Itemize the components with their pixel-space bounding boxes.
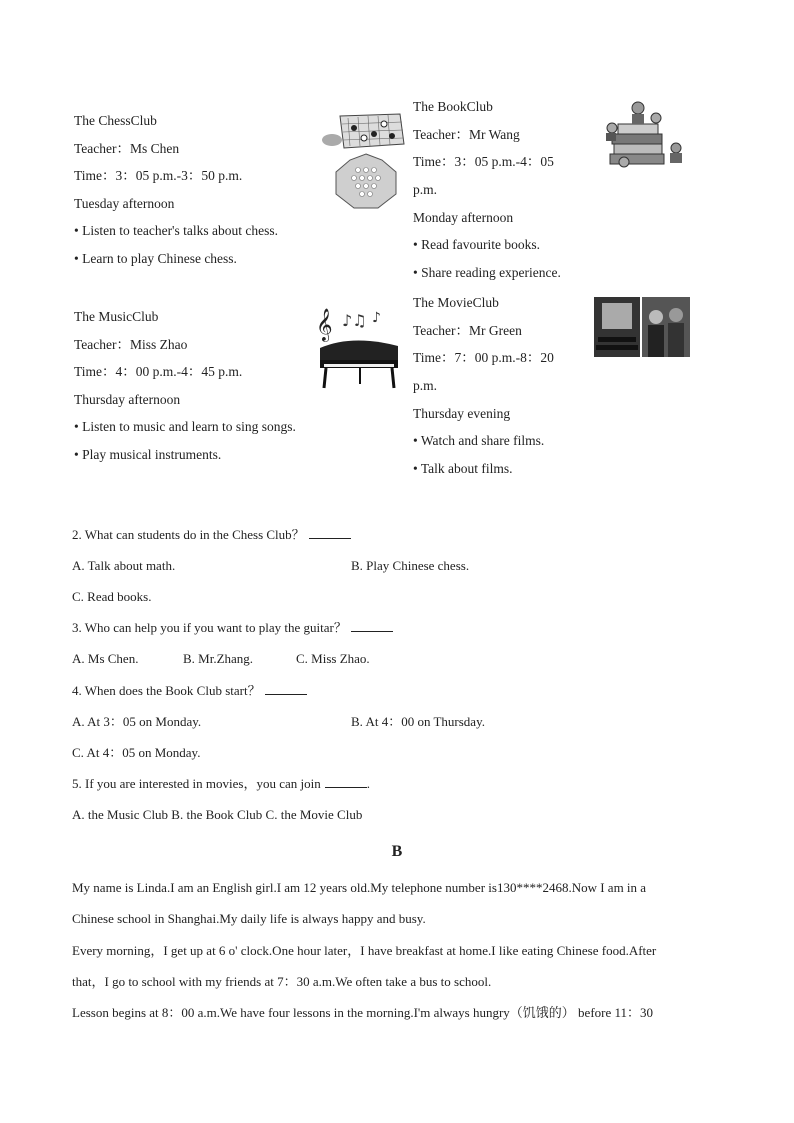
- question-2-stem: 2. What can students do in the Chess Club？: [72, 527, 305, 542]
- question-5-options: A. the Music Club B. the Book Club C. the Movie Club: [72, 807, 363, 822]
- chess-club-day: Tuesday afternoon: [74, 196, 175, 211]
- cinema-and-film-image: [594, 297, 690, 357]
- movie-club-activity: • Talk about films.: [413, 461, 513, 476]
- music-club-teacher: Teacher：Miss Zhao: [74, 337, 188, 352]
- passage-line: that，I go to school with my friends at 7：30 a.m.We often take a bus to school.: [72, 974, 492, 989]
- movie-club-title: The MovieClub: [413, 295, 499, 310]
- question-4: [72, 682, 307, 700]
- question-4-option-c: C. At 4：05 on Monday.: [72, 745, 201, 760]
- music-club-title: The MusicClub: [74, 309, 159, 324]
- answer-blank[interactable]: [265, 682, 307, 695]
- book-club-time: Time：3：05 p.m.-4：05: [413, 154, 554, 169]
- answer-blank[interactable]: [351, 619, 393, 632]
- movie-club-activity: • Watch and share films.: [413, 433, 545, 448]
- book-club-teacher: Teacher：Mr Wang: [413, 127, 520, 142]
- svg-text:♪♫: ♪♫: [342, 311, 367, 330]
- question-2-option-b: B. Play Chinese chess.: [351, 558, 470, 573]
- question-2-option-c: C. Read books.: [72, 589, 152, 604]
- piano-music-notes-image: [312, 304, 408, 392]
- question-4-option-a: A. At 3：05 on Monday.: [72, 714, 202, 729]
- question-5-stem: 5. If you are interested in movies，you can join: [72, 776, 321, 791]
- question-2-option-a: A. Talk about math.: [72, 558, 176, 573]
- music-club-activity: • Listen to music and learn to sing songs.: [74, 419, 296, 434]
- chess-club-activity: • Listen to teacher's talks about chess.: [74, 223, 278, 238]
- book-club-activity: • Share reading experience.: [413, 265, 561, 280]
- kids-on-books-image: [596, 98, 691, 178]
- question-3-option-a: A. Ms Chen.: [72, 651, 139, 666]
- movie-club-time-cont: p.m.: [413, 378, 438, 393]
- question-2: [72, 526, 351, 544]
- chess-club-activity: • Learn to play Chinese chess.: [74, 251, 237, 266]
- question-3-stem: 3. Who can help you if you want to play the guitar？: [72, 620, 347, 635]
- book-club-day: Monday afternoon: [413, 210, 514, 225]
- music-club-day: Thursday afternoon: [74, 392, 181, 407]
- passage-line: Lesson begins at 8：00 a.m.We have four lessons in the morning.I'm always hungry（饥饿的） before 11：30: [72, 1005, 654, 1020]
- passage-line: Chinese school in Shanghai.My daily life is always happy and busy.: [72, 911, 426, 926]
- chess-club-time: Time：3：05 p.m.-3：50 p.m.: [74, 168, 243, 183]
- book-club-title: The BookClub: [413, 99, 493, 114]
- chess-club-title: The ChessClub: [74, 113, 157, 128]
- section-b-heading: B: [391, 843, 403, 860]
- svg-text:𝄞: 𝄞: [316, 308, 333, 341]
- music-club-time: Time：4：00 p.m.-4：45 p.m.: [74, 364, 243, 379]
- music-club-activity: • Play musical instruments.: [74, 447, 222, 462]
- question-3-option-c: C. Miss Zhao.: [296, 651, 370, 666]
- answer-blank[interactable]: [309, 526, 351, 539]
- svg-text:♪: ♪: [372, 310, 381, 326]
- passage-line: Every morning，I get up at 6 o' clock.One hour later，I have breakfast at home.I like eating Chinese food.After: [72, 943, 657, 958]
- book-club-activity: • Read favourite books.: [413, 237, 540, 252]
- question-4-stem: 4. When does the Book Club start？: [72, 683, 261, 698]
- question-5-end: .: [366, 776, 370, 791]
- question-3-option-b: B. Mr.Zhang.: [183, 651, 254, 666]
- question-4-option-b: B. At 4：00 on Thursday.: [351, 714, 485, 729]
- answer-blank[interactable]: [325, 775, 367, 788]
- book-club-time-cont: p.m.: [413, 182, 438, 197]
- movie-club-time: Time：7：00 p.m.-8：20: [413, 350, 554, 365]
- chess-boards-image: [318, 110, 413, 212]
- movie-club-teacher: Teacher：Mr Green: [413, 323, 522, 338]
- chess-club-teacher: Teacher：Ms Chen: [74, 141, 180, 156]
- question-5: [72, 775, 370, 793]
- movie-club-day: Thursday evening: [413, 406, 511, 421]
- question-3: [72, 619, 393, 637]
- passage-line: My name is Linda.I am an English girl.I am 12 years old.My telephone number is130****2468.Now I am in a: [72, 880, 647, 895]
